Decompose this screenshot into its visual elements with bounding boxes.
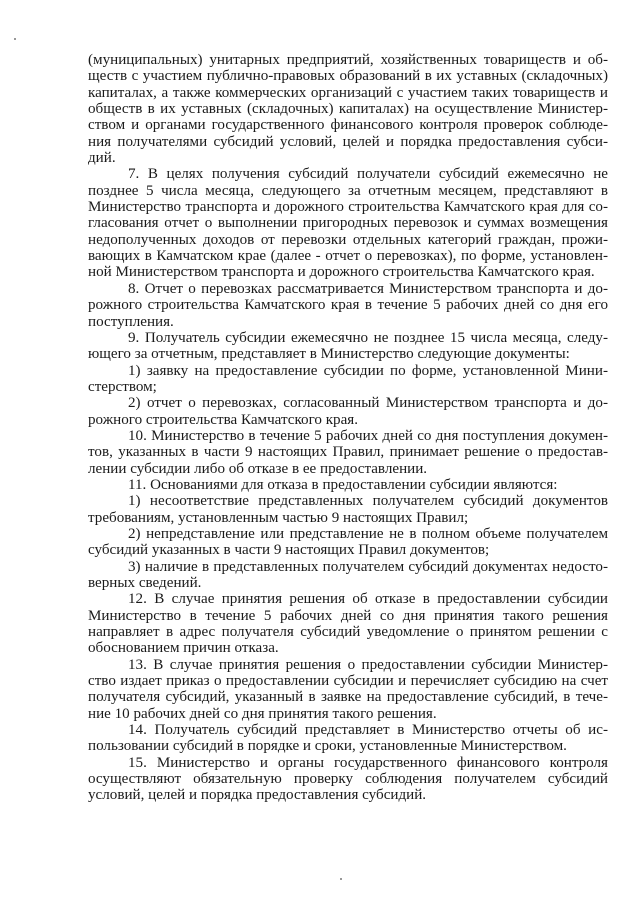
paragraph-9-item-2: 2) отчет о перевозках, согласованный Министерством транспорта и дорожного строительства Камчатского края.	[88, 395, 608, 428]
paragraph-9: 9. Получатель субсидии ежемесячно не позднее 15 числа месяца, следующего за отчетным, представляет в Министерство следующие документы:	[88, 329, 608, 363]
scan-speck	[14, 38, 16, 40]
paragraph-9-item-1: 1) заявку на предоставление субсидии по форме, установленной Министерством;	[88, 362, 608, 395]
paragraph-14: 14. Получатель субсидий представляет в Министерство отчеты об использовании субсидий в порядке и сроки, установленные Министерством.	[88, 722, 608, 755]
paragraph-11-item-2: 2) непредставление или представление не в полном объеме получателем субсидий указанных в части 9 настоящих Правил документов;	[88, 525, 608, 559]
paragraph-11-item-1: 1) несоответствие представленных получателем субсидий документов требованиям, установленным частью 9 настоящих Правил;	[88, 493, 608, 526]
paragraph-11-item-3: 3) наличие в представленных получателем субсидий документах недостоверных сведений.	[88, 558, 608, 591]
paragraph-continuation: (муниципальных) унитарных предприятий, хозяйственных товариществ и обществ с участием публично-правовых образований в их уставных (складочных) капиталах, а также коммерческих организаций с участием таких товариществ и обществ в их уставных (складочных) капиталах) на осуществление Министерством и органами государственного финансового контроля проверок соблюдения получателями субсидий условий, целей и порядка предоставления субсидий.	[88, 52, 608, 167]
scan-speck	[340, 878, 342, 880]
paragraph-7: 7. В целях получения субсидий получатели субсидий ежемесячно не позднее 5 числа месяца, следующего за отчетным месяцем, представляют в Министерство транспорта и дорожного строительства Камчатского края для согласования отчет о выполнении пригородных перевозок и суммах возмещения недополученных доходов от перевозки отдельных категорий граждан, проживающих в Камчатском крае (далее - отчет о перевозках), по форме, установленной Министерством транспорта и дорожного строительства Камчатского края.	[88, 166, 608, 281]
paragraph-13: 13. В случае принятия решения о предоставлении субсидии Министерство издает приказ о предоставлении субсидии и перечисляет субсидию на счет получателя субсидий, указанный в заявке на предоставление субсидий, в течение 10 рабочих дней со дня принятия такого решения.	[88, 656, 608, 722]
paragraph-8: 8. Отчет о перевозках рассматривается Министерством транспорта и дорожного строительства Камчатского края в течение 5 рабочих дней со дня его поступления.	[88, 280, 608, 330]
paragraph-12: 12. В случае принятия решения об отказе в предоставлении субсидии Министерство в течение 5 рабочих дней со дня принятия такого решения направляет в адрес получателя субсидий уведомление о принятом решении с обоснованием причин отказа.	[88, 591, 608, 657]
paragraph-11: 11. Основаниями для отказа в предоставлении субсидии являются:	[128, 476, 558, 493]
paragraph-10: 10. Министерство в течение 5 рабочих дней со дня поступления документов, указанных в части 9 настоящих Правил, принимает решение о предоставлении субсидии либо об отказе в ее предоставлении.	[88, 427, 608, 477]
paragraph-15: 15. Министерство и органы государственного финансового контроля осуществляют обязательную проверку соблюдения получателем субсидий условий, целей и порядка предоставления субсидий.	[88, 754, 608, 804]
document-page	[88, 52, 608, 804]
